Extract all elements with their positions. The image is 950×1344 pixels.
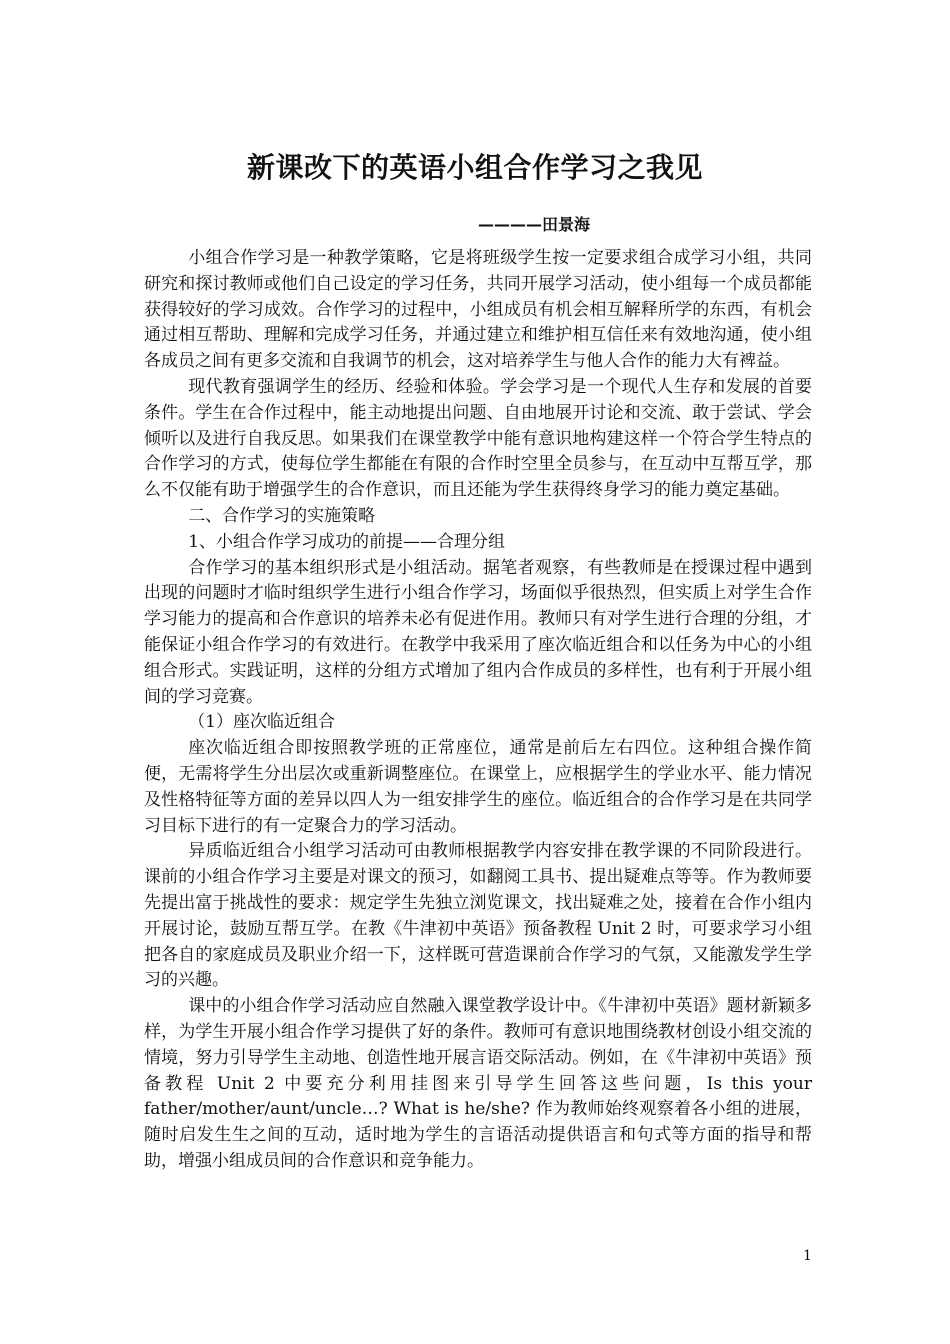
paragraph-intro: 小组合作学习是一种教学策略，它是将班级学生按一定要求组合成学习小组，共同研究和探讨教师或他们自己设定的学习任务，共同开展学习活动，使小组每一个成员都能获得较好的学习成效。合作学习的过程中，小组成员有机会相互解释所学的东西，有机会通过相互帮助、理解和完成学习任务，并通过建立和维护相互信任来有效地沟通，使小组各成员之间有更多交流和自我调节的机会，这对培养学生与他人合作的能力大有裨益。: [144, 248, 812, 372]
document-body: [144, 246, 812, 1175]
paragraph-in-class-activity: 课中的小组合作学习活动应自然融入课堂教学设计中。《牛津初中英语》题材新颖多样，为学生开展小组合作学习提供了好的条件。教师可有意识地围绕教材创设小组交流的情境，努力引导学生主动地、创造性地开展言语交际活动。例如，在《牛津初中英语》预备教程 Unit 2 中要充分利用挂图来引导学生回答这些问题，Is this your father/mother/aunt/uncle…? What is he/she? 作为教师始终观察着各小组的进展，随时启发生生之间的互动，适时地为学生的言语活动提供语言和句式等方面的指导和帮助，增强小组成员间的合作意识和竞争能力。: [144, 996, 812, 1171]
subsection-heading-seat-grouping: （1）座次临近组合: [188, 712, 336, 733]
subsection-heading-grouping: 1、小组合作学习成功的前提——合理分组: [188, 531, 506, 552]
page-number: 1: [803, 1248, 812, 1264]
document-author: ————田景海: [478, 215, 591, 234]
paragraph-modern-education: 现代教育强调学生的经历、经验和体验。学会学习是一个现代人生存和发展的首要条件。学生在合作过程中，能主动地提出问题、自由地展开讨论和交流、敢于尝试、学会倾听以及进行自我反思。如果我们在课堂教学中能有意识地构建这样一个符合学生特点的合作学习的方式，使每位学生都能在有限的合作时空里全员参与，在互动中互帮互学，那么不仅能有助于增强学生的合作意识，而且还能为学生获得终身学习的能力奠定基础。: [144, 376, 812, 501]
paragraph-heterogeneous-grouping: 异质临近组合小组学习活动可由教师根据教学内容安排在教学课的不同阶段进行。课前的小组合作学习主要是对课文的预习，如翻阅工具书、提出疑难点等等。作为教师要先提出富于挑战性的要求：规定学生先独立浏览课文，找出疑难之处，接着在合作小组内开展讨论，鼓励互帮互学。在教《牛津初中英语》预备教程 Unit 2 时，可要求学习小组把各自的家庭成员及职业介绍一下，这样既可营造课前合作学习的气氛，又能激发学生学习的兴趣。: [144, 841, 812, 991]
section-heading-strategies: 二、合作学习的实施策略: [188, 505, 376, 526]
document-title: 新课改下的英语小组合作学习之我见: [246, 151, 703, 184]
paragraph-seat-grouping: 座次临近组合即按照教学班的正常座位，通常是前后左右四位。这种组合操作简便，无需将学生分出层次或重新调整座位。在课堂上，应根据学生的学业水平、能力情况及性格特征等方面的差异以四人为一组安排学生的座位。临近组合的合作学习是在共同学习目标下进行的有一定聚合力的学习活动。: [144, 738, 812, 836]
paragraph-grouping: 合作学习的基本组织形式是小组活动。据笔者观察，有些教师是在授课过程中遇到出现的问题时才临时组织学生进行小组合作学习，场面似乎很热烈，但实质上对学生合作学习能力的提高和合作意识的培养未必有促进作用。教师只有对学生进行合理的分组，才能保证小组合作学习的有效进行。在教学中我采用了座次临近组合和以任务为中心的小组组合形式。实践证明，这样的分组方式增加了组内合作成员的多样性，也有利于开展小组间的学习竞赛。: [144, 557, 812, 707]
